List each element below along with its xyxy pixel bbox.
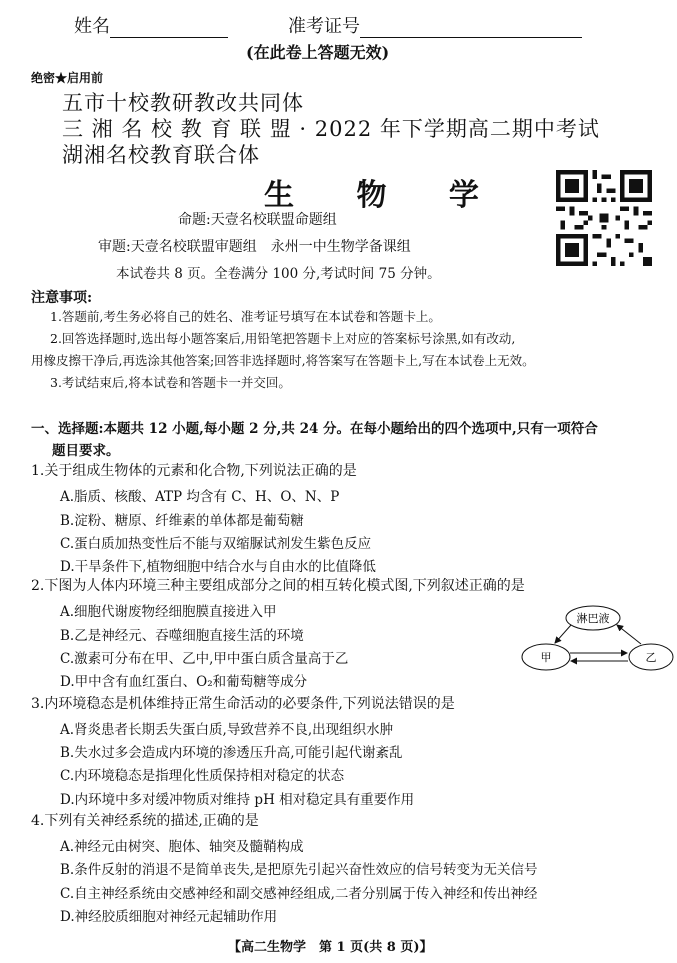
option-a: A.神经元由树突、胞体、轴突及髓鞘构成 [60,839,304,855]
section-heading-cont: 题目要求。 [52,443,120,459]
arrow-yi-to-lymph [617,625,641,644]
page-title: 生 物 学 [264,178,505,213]
name-field [74,12,228,38]
option-c: C.内环境稳态是指理化性质保持相对稳定的状态 [60,768,345,784]
name-label: 姓名 [74,16,110,37]
question-stem: 1.关于组成生物体的元素和化合物,下列说法正确的是 [31,463,357,479]
diagram-label-lymph: 淋巴液 [576,612,610,625]
option-c: C.自主神经系统由交感神经和副交感神经组成,二者分别属于传入神经和传出神经 [60,886,538,902]
option-c: C.蛋白质加热变性后不能与双缩脲试剂发生紫色反应 [60,536,372,552]
body-fluid-diagram [515,600,675,680]
option-d: D.甲中含有血红蛋白、O₂和葡萄糖等成分 [60,674,308,690]
section-heading: 一、选择题:本题共 12 小题,每小题 2 分,共 24 分。在每小题给出的四个选项中,只有一项符合 [31,421,598,437]
name-blank[interactable] [110,19,228,38]
option-b: B.失水过多会造成内环境的渗透压升高,可能引起代谢紊乱 [60,745,403,761]
invalid-note: (在此卷上答题无效) [246,43,390,62]
notice-item: 用橡皮擦干净后,再选涂其他答案;回答非选择题时,将答案写在答题卡上,写在本试卷上无效。 [31,353,535,368]
option-b: B.乙是神经元、吞噬细胞直接生活的环境 [60,628,304,644]
diagram-label-yi: 乙 [645,651,657,664]
option-d: D.内环境中多对缓冲物质对维持 pH 相对稳定具有重要作用 [60,792,415,808]
option-b: B.淀粉、糖原、纤维素的单体都是葡萄糖 [60,513,304,529]
option-c: C.激素可分布在甲、乙中,甲中蛋白质含量高于乙 [60,651,349,667]
option-b: B.条件反射的消退不是简单丧失,是把原先引起兴奋性效应的信号转变为无关信号 [60,862,538,878]
question-stem: 4.下列有关神经系统的描述,正确的是 [31,813,259,829]
notice-item: 2.回答选择题时,选出每小题答案后,用铅笔把答题卡上对应的答案标号涂黑,如有改动, [50,331,516,346]
notice-item: 3.考试结束后,将本试卷和答题卡一并交回。 [50,375,291,390]
reviewer-credit: 审题:天壹名校联盟审题组 永州一中生物学备课组 [98,239,411,255]
question-stem: 3.内环境稳态是机体维持正常生命活动的必要条件,下列说法错误的是 [31,696,455,712]
option-d: D.神经胶质细胞对神经元起辅助作用 [60,909,278,925]
option-a: A.脂质、核酸、ATP 均含有 C、H、O、N、P [60,489,340,505]
id-field [288,12,582,38]
secret-label: 绝密★启用前 [31,71,104,85]
option-a: A.细胞代谢废物经细胞膜直接进入甲 [60,604,277,620]
id-label: 准考证号 [288,16,360,37]
proposer-credit: 命题:天壹名校联盟命题组 [178,212,337,228]
notice-heading: 注意事项: [31,290,93,306]
school-line-3: 湖湘名校教育联合体 [62,143,260,167]
qr-code-icon [556,170,652,266]
question-stem: 2.下图为人体内环境三种主要组成部分之间的相互转化模式图,下列叙述正确的是 [31,578,525,594]
diagram-label-jia: 甲 [540,651,552,664]
school-line-1: 五市十校教研教改共同体 [62,91,304,115]
id-blank[interactable] [360,19,582,38]
page-footer: 【高二生物学 第 1 页(共 8 页)】 [228,940,433,955]
notice-item: 1.答题前,考生务必将自己的姓名、准考证号填写在本试卷和答题卡上。 [50,309,441,324]
option-d: D.干旱条件下,植物细胞中结合水与自由水的比值降低 [60,559,376,575]
option-a: A.肾炎患者长期丢失蛋白质,导致营养不良,出现组织水肿 [60,722,394,738]
arrow-lymph-to-jia [555,625,571,643]
exam-info: 本试卷共 8 页。全卷满分 100 分,考试时间 75 分钟。 [116,266,441,282]
school-line-2: 三 湘 名 校 教 育 联 盟 · 2022 年下学期高二期中考试 [62,117,600,141]
